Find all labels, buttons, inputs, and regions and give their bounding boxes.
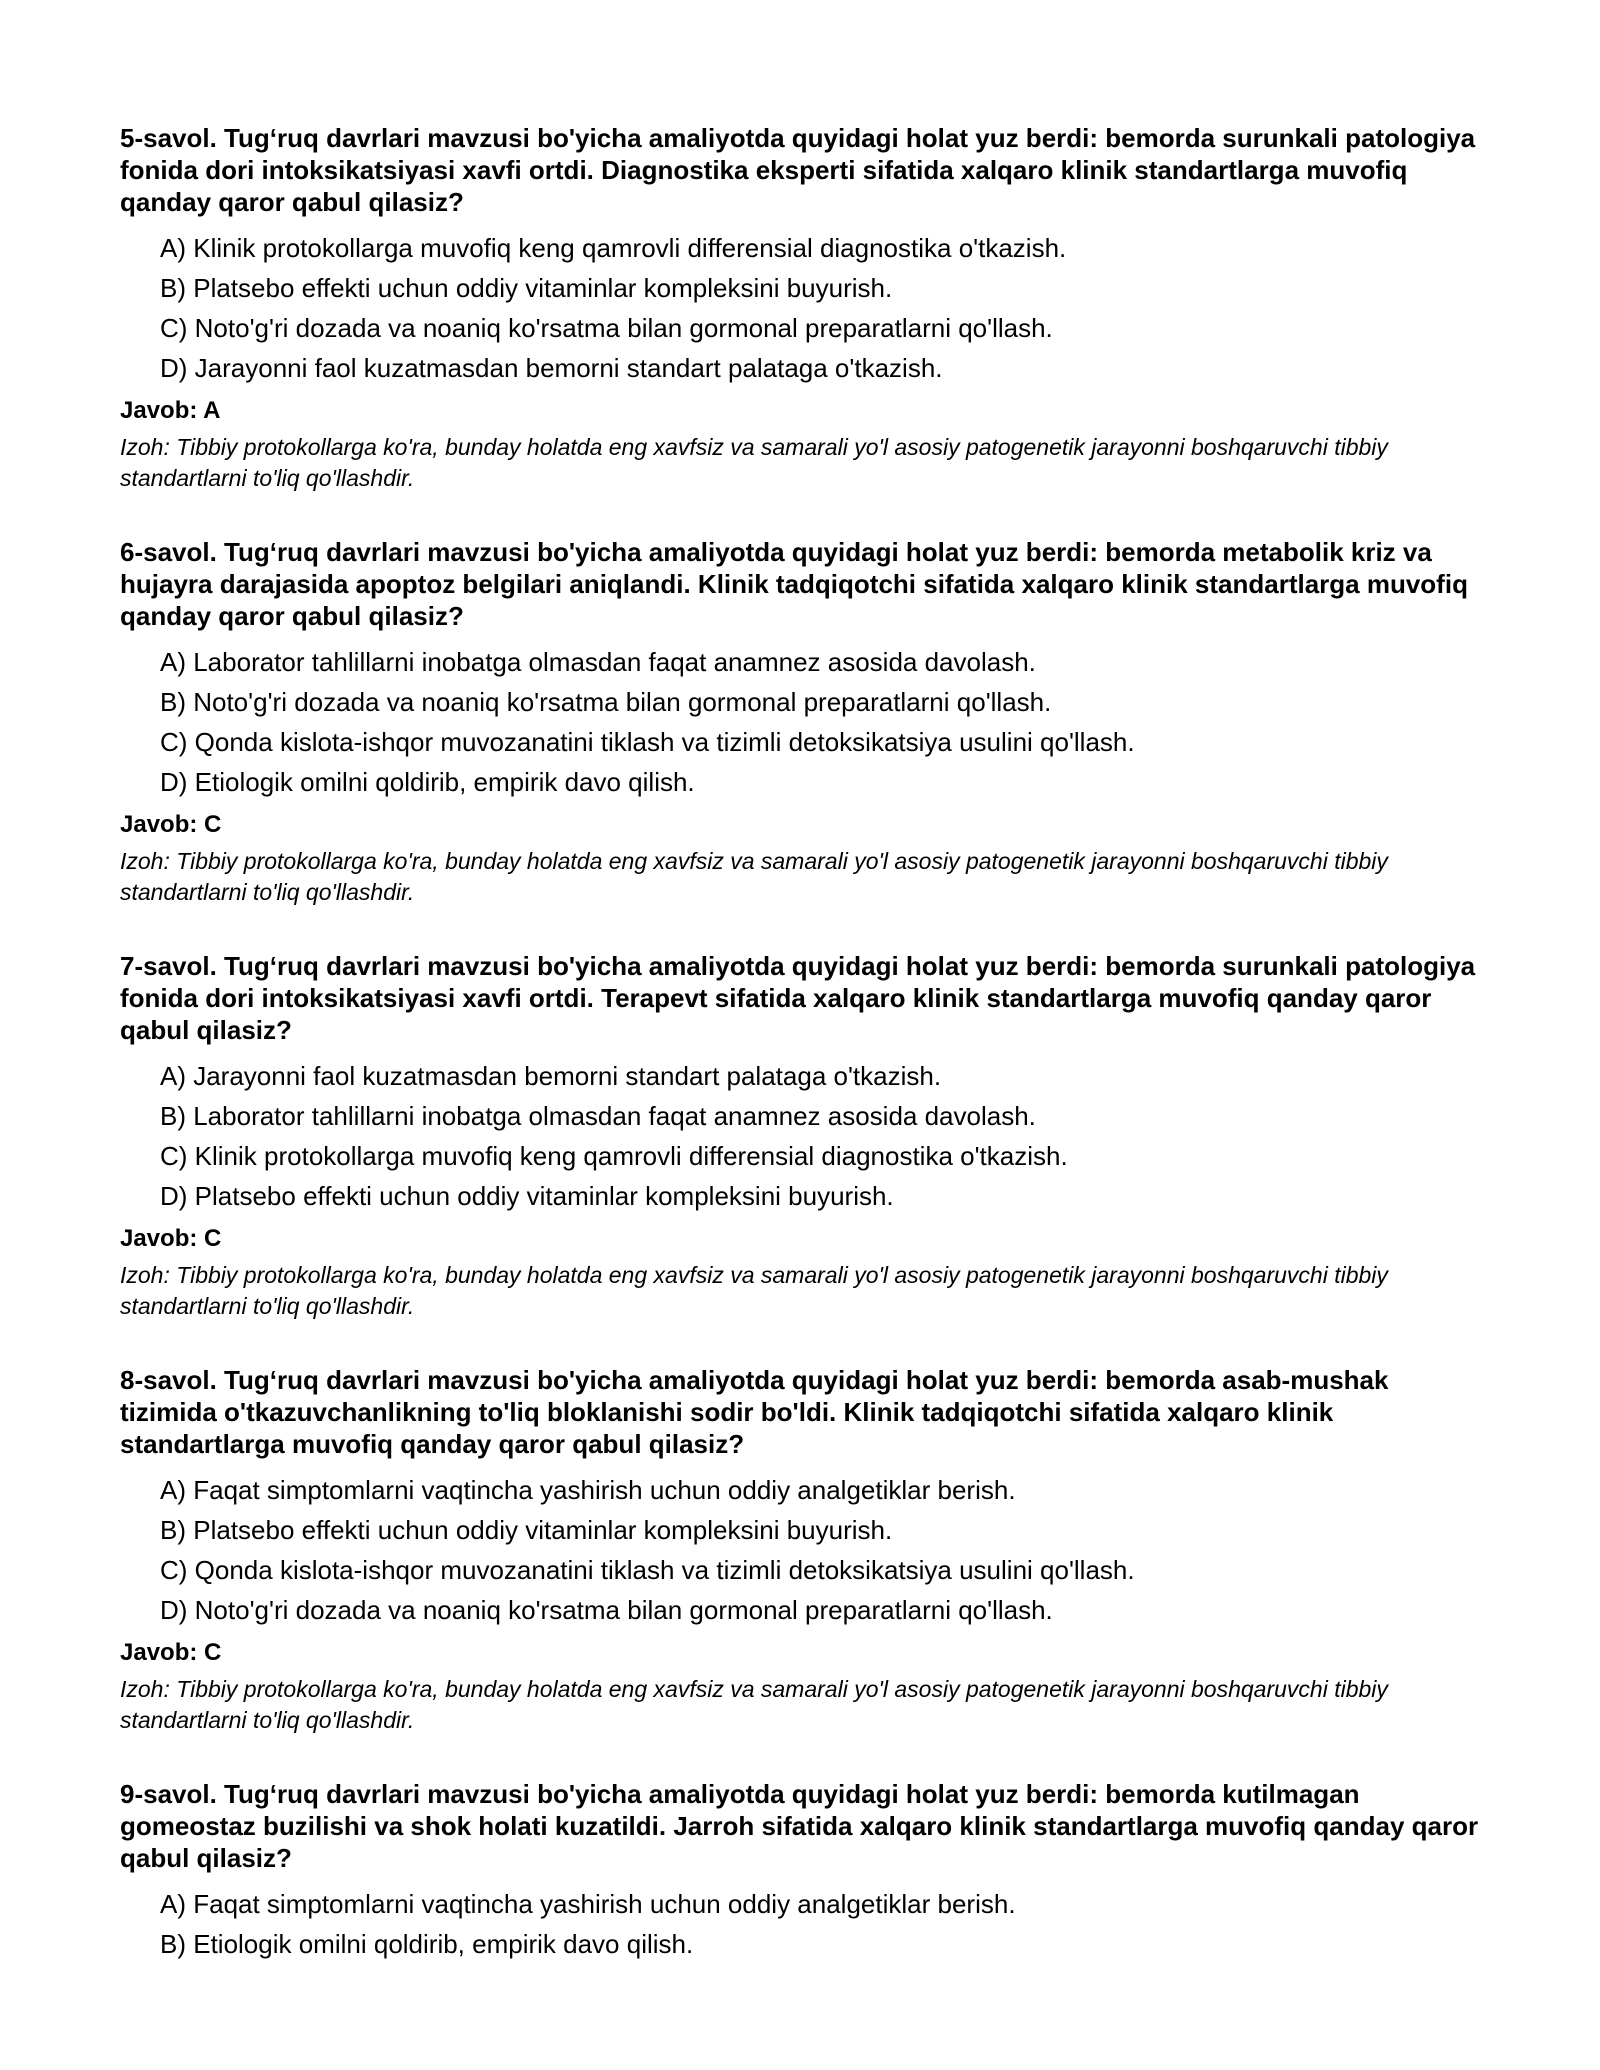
question-6 [120,536,1490,908]
option-d: D) Jarayonni faol kuzatmasdan bemorni standart palataga o'tkazish. [160,353,943,383]
answer-line: Javob: C [120,1639,222,1666]
option-a: A) Faqat simptomlarni vaqtincha yashirish uchun oddiy analgetiklar berish. [160,1889,1016,1919]
option-c: C) Qonda kislota-ishqor muvozanatini tiklash va tizimli detoksikatsiya usulini qo'llash. [160,727,1135,757]
option-b: B) Platsebo effekti uchun oddiy vitaminlar kompleksini buyurish. [160,273,893,303]
question-title: 8-savol. Tug‘ruq davrlari mavzusi bo'yicha amaliyotda quyidagi holat yuz berdi: bemorda asab-mushak tizimida o'tkazuvchanlikning to'liq bloklanishi sodir bo'ldi. Klinik tadqiqotchi sifatida xalqaro klinik standartlarga muvofiq qanday qaror qabul qilasiz? [120,1365,1389,1459]
answer-line: Javob: C [120,811,222,838]
document-page [120,122,1490,2006]
options-list [120,642,1490,802]
option-c: C) Klinik protokollarga muvofiq keng qamrovli differensial diagnostika o'tkazish. [160,1141,1068,1171]
question-5 [120,122,1490,494]
question-7 [120,950,1490,1322]
options-list [120,1470,1490,1630]
option-a: A) Jarayonni faol kuzatmasdan bemorni standart palataga o'tkazish. [160,1061,942,1091]
question-title: 9-savol. Tug‘ruq davrlari mavzusi bo'yicha amaliyotda quyidagi holat yuz berdi: bemorda kutilmagan gomeostaz buzilishi va shok holati kuzatildi. Jarroh sifatida xalqaro klinik standartlarga muvofiq qanday qaror qabul qilasiz? [120,1779,1479,1873]
explanation-note: Izoh: Tibbiy protokollarga ko'ra, bunday holatda eng xavfsiz va samarali yo'l asosiy patogenetik jarayonni boshqaruvchi tibbiy standartlarni to'liq qo'llashdir. [120,848,1388,905]
answer-line: Javob: A [120,397,221,424]
option-d: D) Noto'g'ri dozada va noaniq ko'rsatma bilan gormonal preparatlarni qo'llash. [160,1595,1053,1625]
question-title: 5-savol. Tug‘ruq davrlari mavzusi bo'yicha amaliyotda quyidagi holat yuz berdi: bemorda surunkali patologiya fonida dori intoksikatsiyasi xavfi ortdi. Diagnostika eksperti sifatida xalqaro klinik standartlarga muvofiq qanday qaror qabul qilasiz? [120,123,1476,217]
option-c: C) Qonda kislota-ishqor muvozanatini tiklash va tizimli detoksikatsiya usulini qo'llash. [160,1555,1135,1585]
options-list [120,228,1490,388]
question-8 [120,1364,1490,1736]
option-b: B) Noto'g'ri dozada va noaniq ko'rsatma bilan gormonal preparatlarni qo'llash. [160,687,1052,717]
option-a: A) Faqat simptomlarni vaqtincha yashirish uchun oddiy analgetiklar berish. [160,1475,1016,1505]
option-d: D) Etiologik omilni qoldirib, empirik davo qilish. [160,767,695,797]
question-9 [120,1778,1490,1964]
option-b: B) Etiologik omilni qoldirib, empirik davo qilish. [160,1929,694,1959]
option-a: A) Laborator tahlillarni inobatga olmasdan faqat anamnez asosida davolash. [160,647,1036,677]
options-list [120,1056,1490,1216]
option-d: D) Platsebo effekti uchun oddiy vitaminlar kompleksini buyurish. [160,1181,894,1211]
question-title: 6-savol. Tug‘ruq davrlari mavzusi bo'yicha amaliyotda quyidagi holat yuz berdi: bemorda metabolik kriz va hujayra darajasida apoptoz belgilari aniqlandi. Klinik tadqiqotchi sifatida xalqaro klinik standartlarga muvofiq qanday qaror qabul qilasiz? [120,537,1468,631]
options-list [120,1884,1490,1964]
answer-line: Javob: C [120,1225,222,1252]
option-a: A) Klinik protokollarga muvofiq keng qamrovli differensial diagnostika o'tkazish. [160,233,1067,263]
explanation-note: Izoh: Tibbiy protokollarga ko'ra, bunday holatda eng xavfsiz va samarali yo'l asosiy patogenetik jarayonni boshqaruvchi tibbiy standartlarni to'liq qo'llashdir. [120,1262,1388,1319]
option-c: C) Noto'g'ri dozada va noaniq ko'rsatma bilan gormonal preparatlarni qo'llash. [160,313,1053,343]
explanation-note: Izoh: Tibbiy protokollarga ko'ra, bunday holatda eng xavfsiz va samarali yo'l asosiy patogenetik jarayonni boshqaruvchi tibbiy standartlarni to'liq qo'llashdir. [120,434,1388,491]
question-title: 7-savol. Tug‘ruq davrlari mavzusi bo'yicha amaliyotda quyidagi holat yuz berdi: bemorda surunkali patologiya fonida dori intoksikatsiyasi xavfi ortdi. Terapevt sifatida xalqaro klinik standartlarga muvofiq qanday qaror qabul qilasiz? [120,951,1476,1045]
option-b: B) Platsebo effekti uchun oddiy vitaminlar kompleksini buyurish. [160,1515,893,1545]
explanation-note: Izoh: Tibbiy protokollarga ko'ra, bunday holatda eng xavfsiz va samarali yo'l asosiy patogenetik jarayonni boshqaruvchi tibbiy standartlarni to'liq qo'llashdir. [120,1676,1388,1733]
option-b: B) Laborator tahlillarni inobatga olmasdan faqat anamnez asosida davolash. [160,1101,1036,1131]
